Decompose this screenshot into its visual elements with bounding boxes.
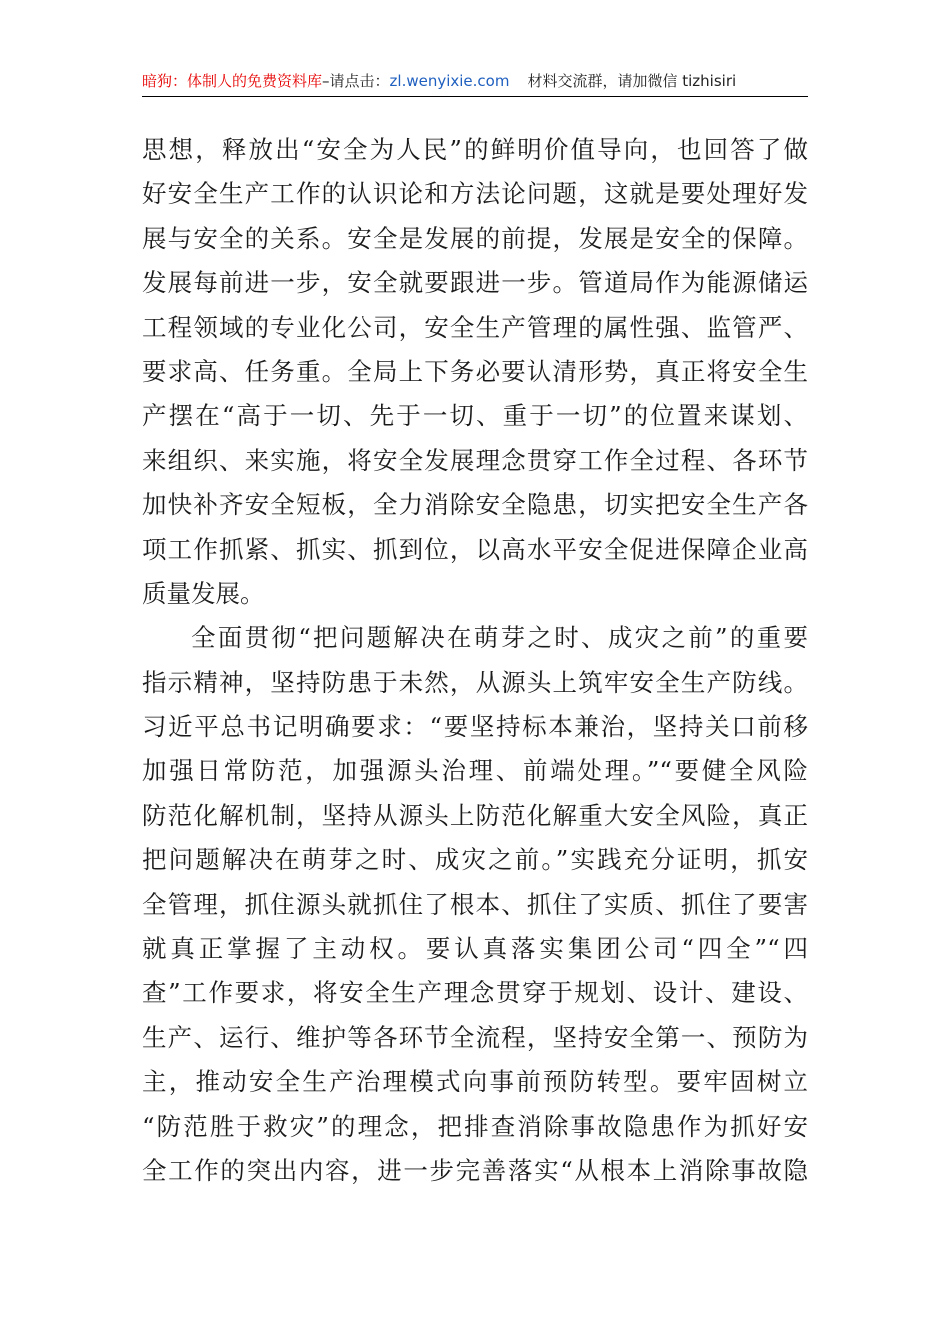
paragraph-first-line: 全面贯彻“把问题解决在萌芽之时、成灾之前”的重要 (191, 623, 808, 653)
text-line: 防范化解机制，坚持从源头上防范化解重大安全风险，真正 (142, 800, 808, 830)
text-line: 加快补齐安全短板，全力消除安全隐患，切实把安全生产各 (142, 490, 808, 520)
header-link[interactable]: zl.wenyixie.com (389, 72, 510, 90)
text-line: “防范胜于救灾”的理念，把排查消除事故隐患作为抓好安 (142, 1111, 808, 1141)
text-line: 要求高、任务重。全局上下务必要认清形势，真正将安全生 (142, 356, 808, 386)
text-line: 生产、运行、维护等各环节全流程，坚持安全第一、预防为 (142, 1022, 808, 1052)
text-line: 加强日常防范，加强源头治理、前端处理。”“要健全风险 (142, 756, 808, 786)
body-text (142, 128, 808, 1193)
text-line: 全管理，抓住源头就抓住了根本、抓住了实质、抓住了要害 (142, 889, 808, 919)
text-line: 习近平总书记明确要求：“要坚持标本兼治，坚持关口前移 (142, 712, 808, 742)
text-line: 产摆在“高于一切、先于一切、重于一切”的位置来谋划、 (142, 401, 808, 431)
text-line: 就真正掌握了主动权。要认真落实集团公司“四全”“四 (142, 934, 808, 964)
text-line: 思想，释放出“安全为人民”的鲜明价值导向，也回答了做 (142, 135, 808, 164)
text-line: 全工作的突出内容，进一步完善落实“从根本上消除事故隐 (142, 1155, 808, 1185)
page-header (142, 66, 808, 97)
text-line: 主，推动安全生产治理模式向事前预防转型。要牢固树立 (142, 1067, 808, 1097)
header-wechat-text: 材料交流群，请加微信 tizhisiri (527, 72, 737, 90)
text-line: 好安全生产工作的认识论和方法论问题，这就是要处理好发 (142, 179, 808, 209)
text-line: 查”工作要求，将安全生产理念贯穿于规划、设计、建设、 (142, 978, 808, 1008)
header-click-prefix: –请点击： (322, 72, 390, 90)
text-line: 发展每前进一步，安全就要跟进一步。管道局作为能源储运 (142, 268, 808, 298)
text-line: 工程领域的专业化公司，安全生产管理的属性强、监管严、 (142, 312, 808, 342)
paragraph-end-line: 质量发展。 (142, 578, 265, 608)
text-line: 把问题解决在萌芽之时、成灾之前。”实践充分证明，抓安 (142, 845, 808, 875)
text-line: 项工作抓紧、抓实、抓到位，以高水平安全促进保障企业高 (142, 534, 808, 564)
text-line: 展与安全的关系。安全是发展的前提，发展是安全的保障。 (142, 223, 808, 253)
header-promo-text: 暗狗：体制人的免费资料库 (142, 72, 323, 90)
text-line: 来组织、来实施，将安全发展理念贯穿工作全过程、各环节 (142, 445, 808, 475)
text-line: 指示精神，坚持防患于未然，从源头上筑牢安全生产防线。 (142, 667, 808, 697)
